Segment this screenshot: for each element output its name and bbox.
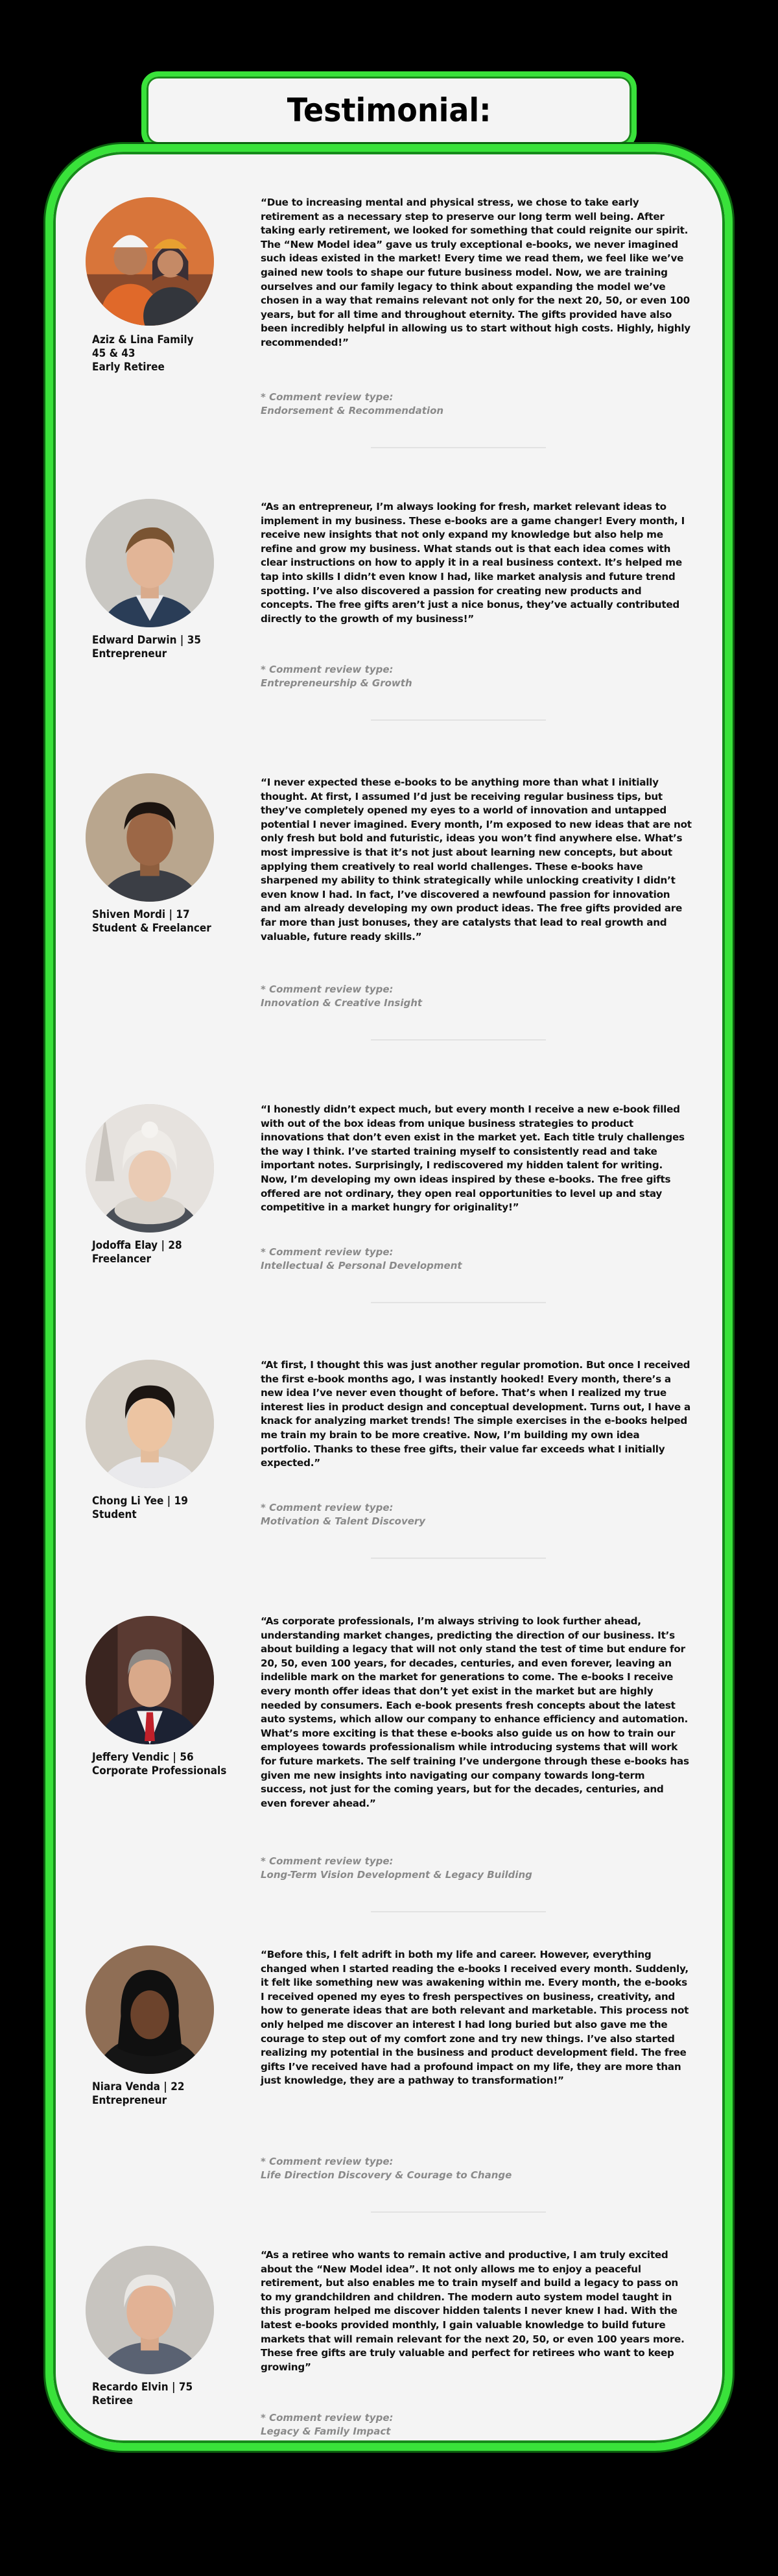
review-type-label: * Comment review type: (261, 983, 394, 995)
review-type (261, 2155, 692, 2182)
author-role: Corporate Professionals (92, 1764, 227, 1777)
page-title: Testimonial: (287, 91, 491, 129)
testimonial-quote: “At first, I thought this was just another regular promotion. But once I received the first e-book months ago, I was instantly hooked! Every month, there’s a new idea I’ve never even thought of before. That’s when I realized my true interest lies in product design and conceptual development. Turns out, I have a knack for analyzing market trends! The simple exercises in the e-books helped me train my brain to be more creative. Now, I’m building my own idea portfolio. Thanks to these free gifts, their value far exceeds what I initially expected.” (261, 1359, 690, 1469)
author-role: Student (92, 1508, 137, 1521)
testimonial-quote: “As corporate professionals, I’m always striving to look further ahead, understanding market changes, predicting the direction of our business. It’s about building a legacy that will not only stand the test of time but endure for 20, 50, even 100 years, for decades, centuries, and even forever, leaving an indelible mark on the market for generations to come. The e-books I receive every month offer ideas that don’t yet exist in the market but are highly needed by consumers. Each e-book presents fresh concepts about the latest auto systems, which allow our company to enhance efficiency and automation. What’s more exciting is that these e-books also guide us on how to train our employees towards professionalism while introducing systems that will work for future markets. The self training I’ve undergone through these e-books has given me new insights into navigating our company towards long-term success, not just for the coming years, but for the decades, centuries, and even forever ahead.” (261, 1615, 689, 1809)
review-type-value: Entrepreneurship & Growth (261, 677, 412, 689)
testimonial-author (92, 2080, 254, 2108)
author-role: Entrepreneur (92, 647, 167, 660)
review-type (261, 2411, 692, 2438)
review-type (261, 663, 692, 690)
testimonial-author (92, 1239, 254, 1266)
author-role: Retiree (92, 2394, 134, 2407)
testimonial-quote: “As an entrepreneur, I’m always looking for fresh, market relevant ideas to implement in my business. These e-books are a game changer! Every month, I receive new insights that not only expand my knowledge but also help me refine and grow my business. What stands out is that each idea comes with clear instructions on how to apply it in a real business context. It’s helped me tap into skills I didn’t even know I had, like market analysis and future trend spotting. I’ve also discovered a passion for creating new products and concepts. The free gifts aren’t just a nice bonus, they’ve actually contributed directly to the growth of my business!” (261, 501, 685, 625)
testimonial-quote: “Before this, I felt adrift in both my life and career. However, everything changed when I started reading the e-books I received every month. Suddenly, it felt like something new was awakening within me. Every month, the e-books I received opened my eyes to fresh perspectives on business, creativity, and how to generate ideas that are both relevant and marketable. This process not only helped me discover an interest I had long buried but also gave me the courage to step out of my comfort zone and try new things. I’ve also started realizing my potential in the business and product development field. The free gifts I’ve received have had a profound impact on my life, they are more than just knowledge, they are a pathway to transformation!” (261, 1949, 689, 2087)
author-role: Freelancer (92, 1253, 152, 1266)
review-type (261, 391, 692, 418)
review-type-label: * Comment review type: (261, 1855, 394, 1867)
review-type-label: * Comment review type: (261, 391, 394, 403)
author-name: Jodoffa Elay | 28 (92, 1239, 182, 1252)
testimonial-author (92, 908, 254, 935)
review-type (261, 1246, 692, 1273)
divider (371, 1558, 546, 1559)
author-role: Early Retiree (92, 361, 165, 374)
avatar (86, 499, 214, 627)
avatar (86, 1945, 214, 2074)
review-type-label: * Comment review type: (261, 664, 394, 675)
review-type-value: Motivation & Talent Discovery (261, 1515, 426, 1527)
testimonial-author (92, 1751, 254, 1778)
avatar (86, 2246, 214, 2374)
author-name: Recardo Elvin | 75 (92, 2381, 193, 2394)
divider (371, 2211, 546, 2213)
review-type (261, 1855, 692, 1882)
author-name: Jeffery Vendic | 56 (92, 1751, 194, 1764)
divider (371, 1039, 546, 1041)
author-name: Shiven Mordi | 17 (92, 908, 190, 921)
author-name: Niara Venda | 22 (92, 2080, 185, 2093)
avatar (86, 773, 214, 902)
author-name: Edward Darwin | 35 (92, 634, 201, 647)
avatar (86, 1104, 214, 1233)
review-type-label: * Comment review type: (261, 1246, 394, 1258)
author-role: Student & Freelancer (92, 922, 211, 935)
review-type-label: * Comment review type: (261, 2412, 394, 2424)
testimonial-card (45, 144, 733, 2451)
divider (371, 719, 546, 721)
author-name: Aziz & Lina Family (92, 333, 194, 346)
divider (371, 1911, 546, 1912)
testimonial-quote: “Due to increasing mental and physical stress, we chose to take early retirement as a necessary step to preserve our long term well being. After taking early retirement, we looked for something that could reignite our spirit. The “New Model idea” gave us truly exceptional e-books, we never imagined such ideas existed in the market! Every time we read them, we feel like we’ve gained new tools to shape our future business model. Now, we are training ourselves and our family legacy to think about expanding the model we’ve chosen in a way that remains relevant not only for the next 20, 50, or even 100 years, but for all time and throughout eternity. The gifts provided have also been incredibly helpful in allowing us to start without high costs. Highly, highly recommended!” (261, 197, 690, 348)
testimonial-author (92, 2381, 254, 2408)
author-name: Chong Li Yee | 19 (92, 1495, 188, 1508)
avatar (86, 197, 214, 326)
review-type-value: Long-Term Vision Development & Legacy Building (261, 1869, 532, 1881)
review-type-value: Endorsement & Recommendation (261, 405, 444, 416)
testimonial-author (92, 1495, 254, 1522)
testimonial-quote: “As a retiree who wants to remain active and productive, I am truly excited about the “New Model idea”. It not only allows me to enjoy a peaceful retirement, but also enables me to train myself and build a legacy to pass on to my grandchildren and children. The modern auto system model taught in this program helped me discover hidden talents I never knew I had. With the latest e-books provided monthly, I gain valuable knowledge to build future markets that will remain relevant for the next 20, 50, or even 100 years more. These free gifts are truly valuable and perfect for retirees who want to keep growing” (261, 2249, 685, 2373)
divider (371, 1302, 546, 1303)
review-type-value: Legacy & Family Impact (261, 2426, 391, 2437)
title-box (141, 71, 637, 149)
review-type-value: Innovation & Creative Insight (261, 997, 423, 1009)
review-type-label: * Comment review type: (261, 1502, 394, 1513)
review-type-value: Intellectual & Personal Development (261, 1260, 462, 1271)
testimonial-author (92, 634, 254, 661)
testimonial-author (92, 333, 254, 374)
author-role: Entrepreneur (92, 2094, 167, 2107)
review-type (261, 1501, 692, 1528)
testimonial-quote: “I honestly didn’t expect much, but every month I receive a new e-book filled with out of the box ideas from unique business strategies to product innovations that don’t even exist in the market yet. Each title truly challenges the way I think. I’ve started training myself to consistently read and take important notes. Surprisingly, I rediscovered my hidden talent for writing. Now, I’m developing my own ideas inspired by these e-books. The free gifts offered are not ordinary, they open real opportunities to level up and stay competitive in a market hungry for originality!” (261, 1103, 685, 1214)
avatar (86, 1616, 214, 1744)
avatar (86, 1360, 214, 1488)
divider (371, 447, 546, 448)
review-type-value: Life Direction Discovery & Courage to Change (261, 2169, 512, 2181)
author-age: 45 & 43 (92, 347, 136, 360)
review-type-label: * Comment review type: (261, 2156, 394, 2167)
review-type (261, 983, 692, 1010)
testimonial-quote: “I never expected these e-books to be anything more than what I initially thought. At first, I assumed I’d just be receiving regular business tips, but they’ve completely opened my eyes to a world of innovation and untapped potential I never imagined. Every month, I’m exposed to new ideas that are not only fresh but bold and futuristic, ideas you won’t find anywhere else. What’s most impressive is that it’s not just about learning new concepts, but about applying them creatively to real world challenges. These e-books have sharpened my ability to think strategically while unlocking creativity I didn’t even know I had. In fact, I’ve discovered a newfound passion for innovation and am already developing my own product ideas. The free gifts provided are far more than just bonuses, they are catalysts that lead to real growth and valuable, future ready skills.” (261, 776, 692, 943)
